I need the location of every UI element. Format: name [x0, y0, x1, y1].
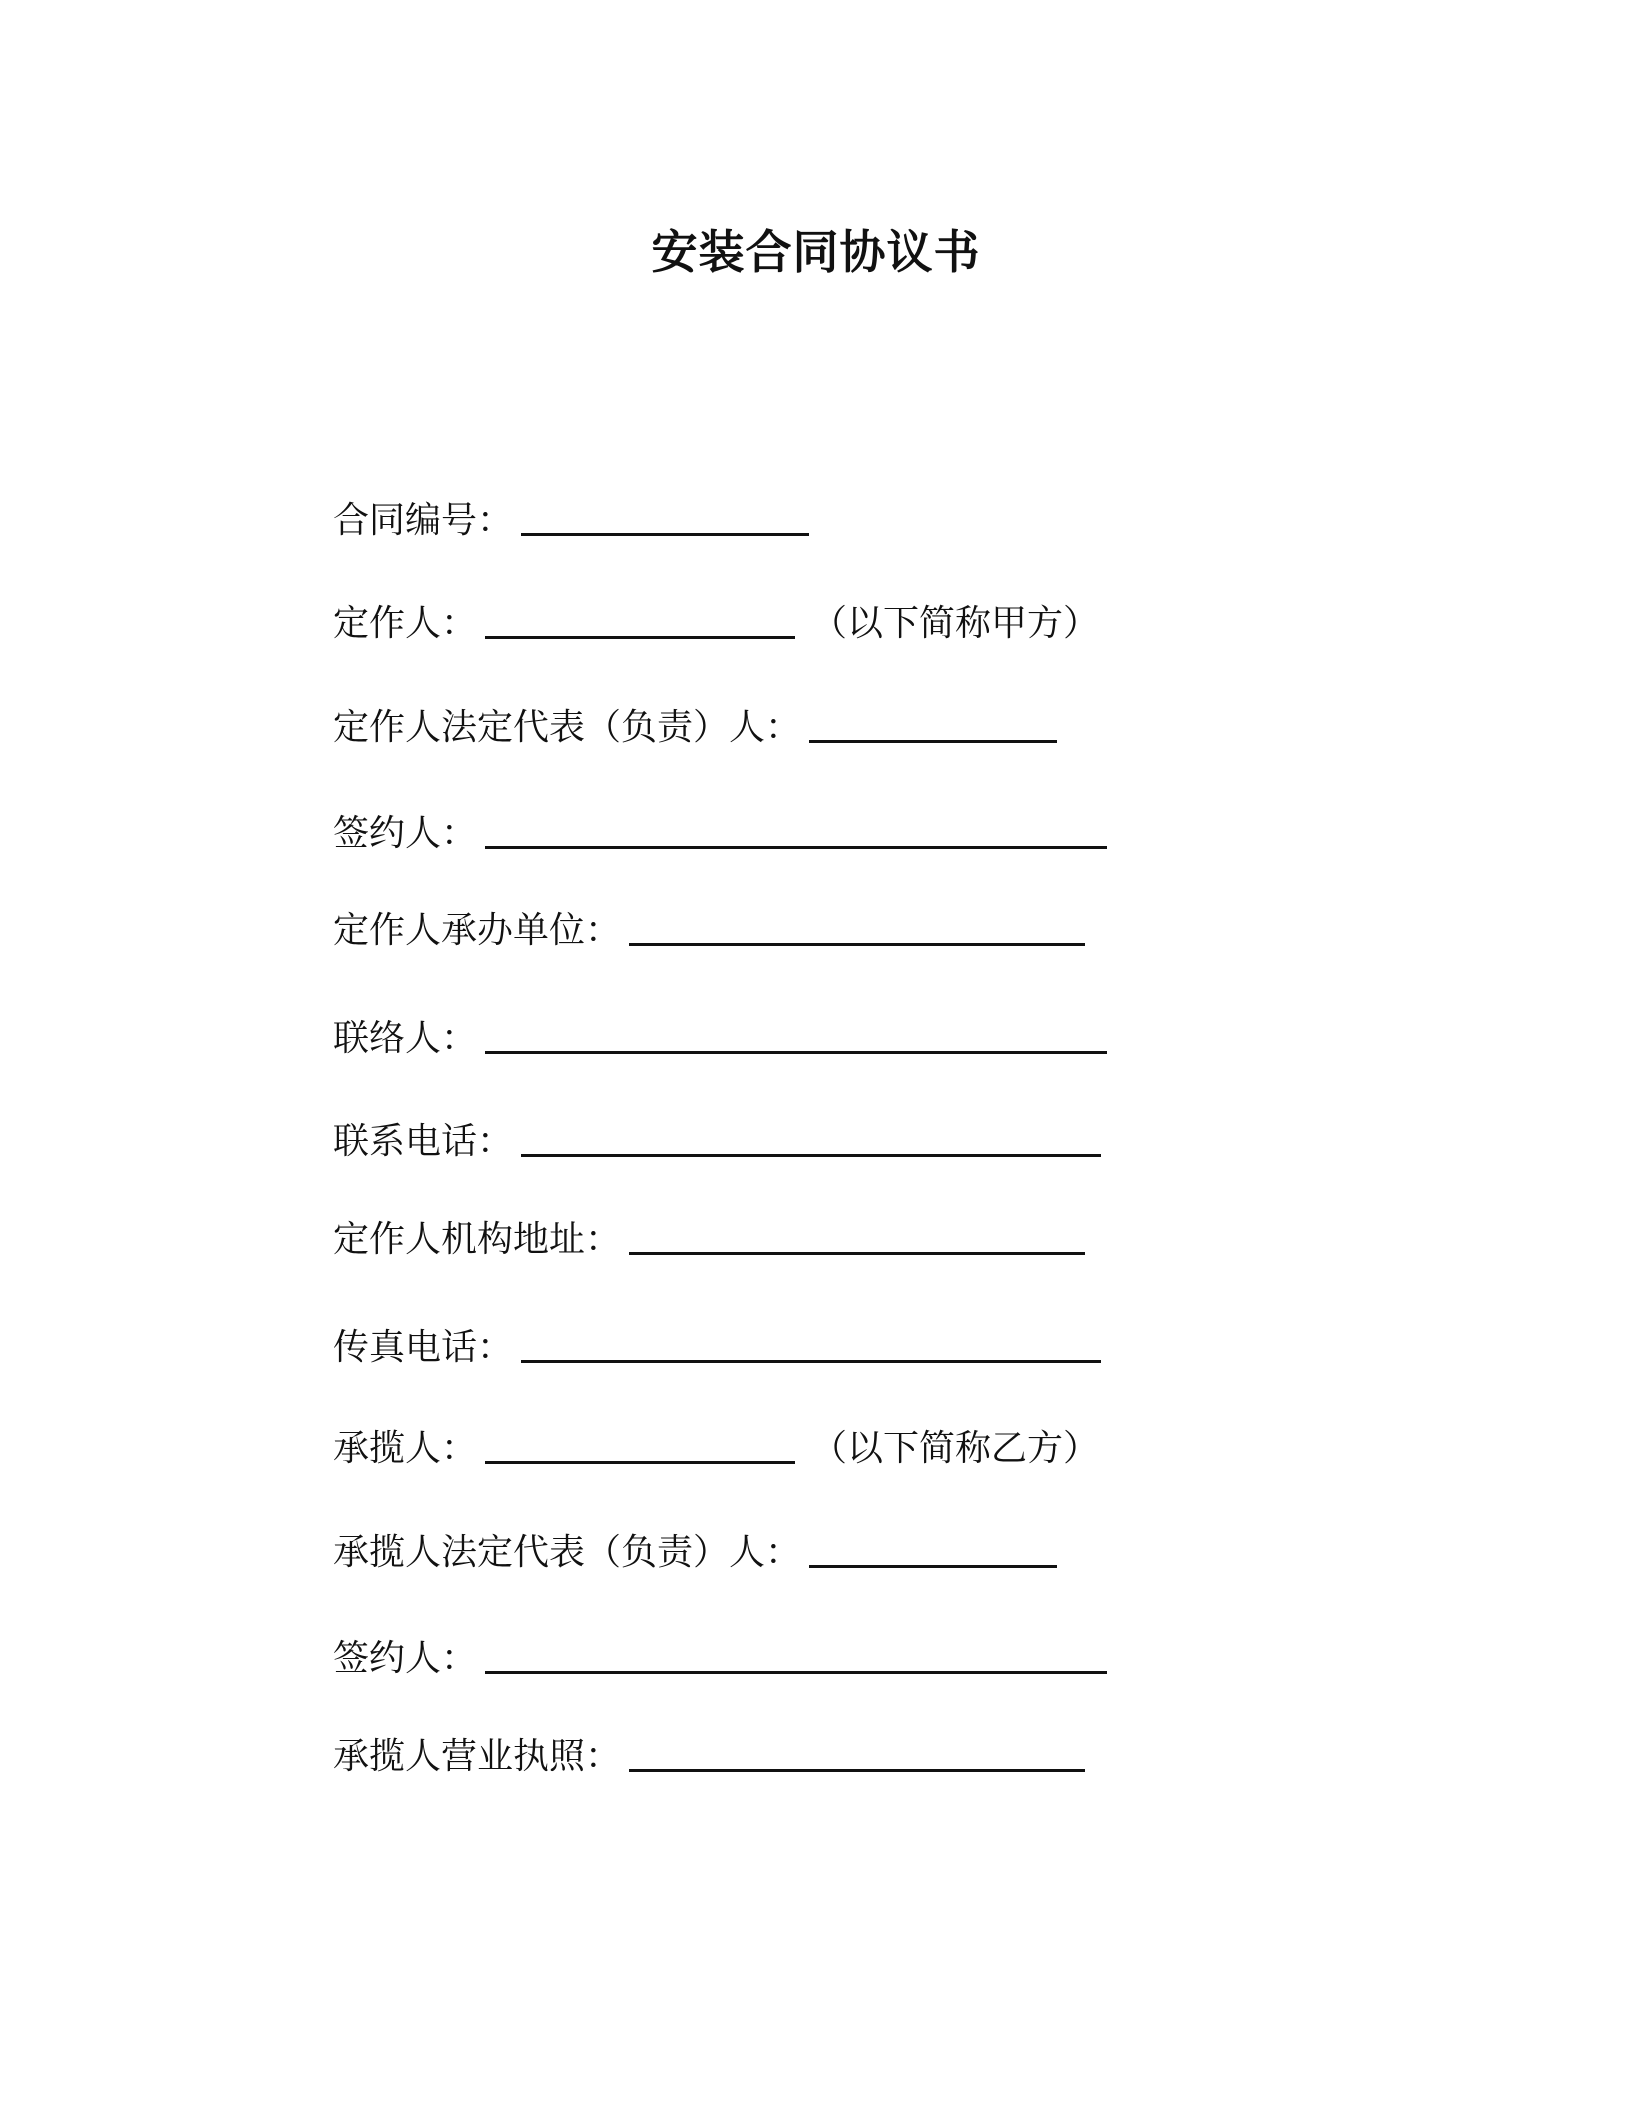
field-label: 联络人：	[333, 1018, 478, 1059]
field-suffix-party-b: （以下简称乙方）	[811, 1428, 1100, 1469]
page-title: 安装合同协议书	[651, 225, 981, 279]
field-fax-phone	[333, 1322, 1101, 1372]
field-label: 联系电话：	[333, 1121, 514, 1162]
field-contractor-legal-rep	[333, 1527, 1057, 1577]
contractor-blank[interactable]	[485, 1427, 795, 1464]
field-contact-phone	[333, 1116, 1101, 1166]
field-label: 定作人承办单位：	[333, 910, 622, 951]
field-label: 承揽人：	[333, 1428, 478, 1469]
orderer-legal-rep-blank[interactable]	[809, 706, 1057, 743]
field-label: 承揽人法定代表（负责）人：	[333, 1532, 802, 1573]
field-orderer-address	[333, 1214, 1085, 1264]
orderer-blank[interactable]	[485, 602, 795, 639]
field-label: 定作人机构地址：	[333, 1219, 622, 1260]
field-orderer-handling-unit	[333, 905, 1085, 955]
field-label: 定作人法定代表（负责）人：	[333, 707, 802, 748]
field-label: 承揽人营业执照：	[333, 1736, 622, 1777]
contractor-legal-rep-blank[interactable]	[809, 1531, 1057, 1568]
field-label: 签约人：	[333, 813, 478, 854]
contractor-business-license-blank[interactable]	[629, 1735, 1085, 1772]
field-liaison	[333, 1013, 1107, 1063]
contractor-signatory-blank[interactable]	[485, 1637, 1107, 1674]
field-label: 定作人：	[333, 603, 478, 644]
orderer-signatory-blank[interactable]	[485, 812, 1107, 849]
field-label: 合同编号：	[333, 500, 514, 541]
fax-phone-blank[interactable]	[521, 1326, 1101, 1363]
field-label: 传真电话：	[333, 1327, 514, 1368]
field-contractor-business-license	[333, 1731, 1085, 1781]
field-orderer	[333, 598, 1099, 648]
field-contractor-signatory	[333, 1633, 1107, 1683]
field-suffix-party-a: （以下简称甲方）	[811, 603, 1100, 644]
orderer-handling-unit-blank[interactable]	[629, 909, 1085, 946]
field-orderer-signatory	[333, 808, 1107, 858]
orderer-address-blank[interactable]	[629, 1218, 1085, 1255]
field-label: 签约人：	[333, 1638, 478, 1679]
contract-number-blank[interactable]	[521, 499, 809, 536]
contact-phone-blank[interactable]	[521, 1120, 1101, 1157]
field-contract-number	[333, 495, 809, 545]
field-orderer-legal-rep	[333, 702, 1057, 752]
liaison-blank[interactable]	[485, 1017, 1107, 1054]
field-contractor	[333, 1423, 1099, 1473]
